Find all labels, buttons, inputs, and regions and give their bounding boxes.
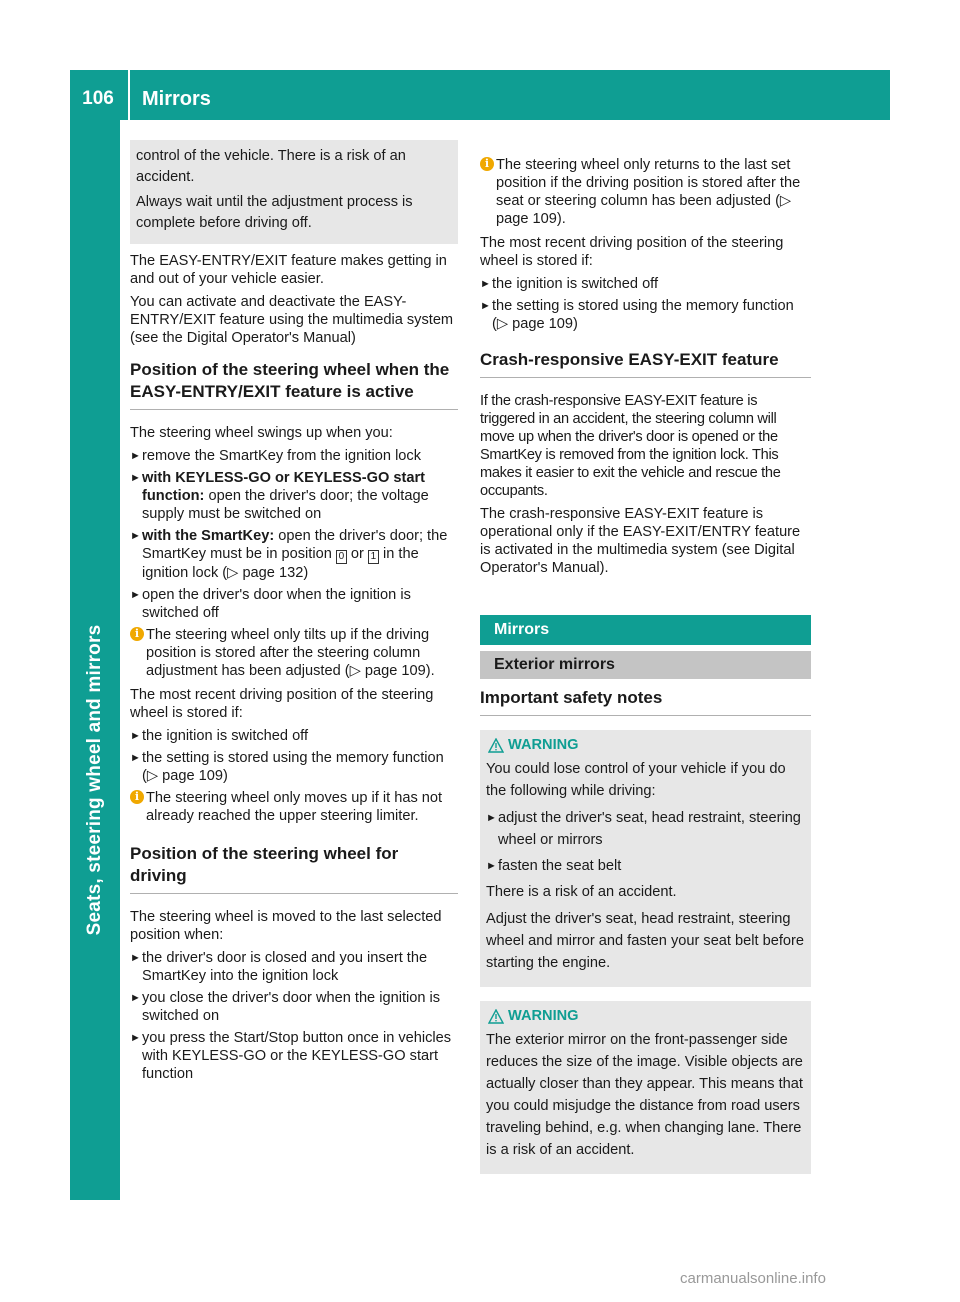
list-item: ► the driver's door is closed and you insert the SmartKey into the ignition lock — [130, 950, 428, 984]
list-item: ► with the SmartKey: open the driver's door; the SmartKey must be in position 0 or 1 in the ignition lock (▷ page 132) — [130, 528, 448, 581]
bullet-list — [130, 447, 458, 622]
info-icon: i — [130, 790, 144, 804]
box-text: Always wait until the adjustment process is complete before driving off. — [136, 194, 413, 231]
section-bar-mirrors: Mirrors — [480, 615, 811, 645]
paragraph: The crash-responsive EASY-EXIT feature is operational only if the EASY-EXIT/ENTRY feature is activated in the multimedia system (see Digital Operator's Manual). — [480, 506, 801, 576]
right-column — [480, 150, 811, 1188]
bullet-list — [130, 949, 458, 1083]
list-item: ► adjust the driver's seat, head restraint, steering wheel or mirrors — [486, 807, 805, 851]
warning-triangle-icon — [488, 738, 504, 758]
warning-continuation-box — [130, 140, 458, 244]
paragraph: The steering wheel is moved to the last selected position when: — [130, 909, 442, 943]
bullet-icon: ► — [130, 472, 141, 484]
paragraph: You can activate and deactivate the EASY-ENTRY/EXIT feature using the multimedia system (see the Digital Operator's Manual) — [130, 294, 454, 346]
paragraph: The steering wheel swings up when you: — [130, 425, 393, 441]
header-divider — [128, 70, 130, 120]
warning-text: The exterior mirror on the front-passenger side reduces the size of the image. Visible objects are actually closer than they appear. This means that you could misjudge the distance from road users traveling behind, e.g. when changing lane. There is a risk of an accident. — [486, 1032, 803, 1158]
bullet-icon: ► — [130, 752, 141, 764]
box-text: control of the vehicle. There is a risk of an accident. — [136, 148, 406, 185]
info-note: i The steering wheel only moves up if it has not already reached the upper steering limiter. — [130, 789, 458, 825]
bullet-icon: ► — [130, 450, 141, 462]
warning-triangle-icon — [488, 1009, 504, 1029]
subsection-bar-exterior: Exterior mirrors — [480, 651, 811, 679]
warning-heading: WARNING — [486, 736, 805, 754]
heading-crash: Crash-responsive EASY-EXIT feature — [480, 349, 811, 378]
warning-box — [480, 1001, 811, 1174]
list-item: ► the ignition is switched off — [130, 728, 309, 744]
bullet-icon: ► — [480, 278, 491, 290]
watermark-link[interactable]: carmanualsonline.info — [680, 1270, 826, 1287]
info-icon: i — [130, 627, 144, 641]
bullet-list — [480, 275, 811, 333]
bullet-icon: ► — [130, 589, 141, 601]
list-item: ► with KEYLESS-GO or KEYLESS-GO start function: open the driver's door; the voltage supply must be switched on — [130, 470, 429, 522]
key-position-0-icon: 0 — [336, 550, 347, 564]
info-note: i The steering wheel only tilts up if the driving position is stored after the steering column adjustment has been adjusted (▷ page 109). — [130, 626, 458, 680]
bullet-icon: ► — [130, 992, 141, 1004]
bullet-list — [130, 727, 458, 785]
heading-safety: Important safety notes — [480, 687, 811, 716]
paragraph: The most recent driving position of the steering wheel is stored if: — [130, 687, 434, 721]
list-item: ► the ignition is switched off — [480, 276, 659, 292]
warning-text: Adjust the driver's seat, head restraint, steering wheel and mirror and fasten your seat belt before starting the engine. — [486, 911, 804, 971]
heading-driving: Position of the steering wheel for driving — [130, 843, 458, 894]
list-item: ► fasten the seat belt — [486, 855, 805, 877]
left-column — [130, 150, 458, 1087]
key-position-1-icon: 1 — [368, 550, 379, 564]
chapter-sidebar — [70, 120, 120, 1200]
info-note: i The steering wheel only returns to the last set position if the driving position is stored after the seat or steering column has been adjusted (▷ page 109). — [480, 156, 811, 228]
list-item: ► you close the driver's door when the ignition is switched on — [130, 990, 441, 1024]
info-icon: i — [480, 157, 494, 171]
list-item: ► open the driver's door when the ignition is switched off — [130, 587, 411, 621]
page-header — [70, 70, 890, 120]
list-item: ► the setting is stored using the memory function (▷ page 109) — [480, 298, 794, 332]
page-number: 106 — [82, 88, 114, 109]
warning-heading: WARNING — [486, 1007, 805, 1025]
bullet-icon: ► — [480, 300, 491, 312]
bullet-icon: ► — [130, 730, 141, 742]
paragraph: The most recent driving position of the steering wheel is stored if: — [480, 235, 784, 269]
heading-active: Position of the steering wheel when the EASY-ENTRY/EXIT feature is active — [130, 359, 458, 410]
warning-text: You could lose control of your vehicle if you do the following while driving: — [486, 761, 786, 799]
paragraph: The EASY-ENTRY/EXIT feature makes getting in and out of your vehicle easier. — [130, 253, 447, 287]
bullet-icon: ► — [486, 860, 497, 872]
warning-box — [480, 730, 811, 987]
section-title: Mirrors — [142, 88, 211, 110]
list-item: ► you press the Start/Stop button once in vehicles with KEYLESS-GO or the KEYLESS-GO start function — [130, 1030, 452, 1082]
list-item: ► the setting is stored using the memory function (▷ page 109) — [130, 750, 444, 784]
chapter-label: Seats, steering wheel and mirrors — [84, 624, 105, 936]
list-item: ► remove the SmartKey from the ignition lock — [130, 448, 422, 464]
bullet-icon: ► — [486, 812, 497, 824]
bullet-icon: ► — [130, 530, 141, 542]
bullet-icon: ► — [130, 952, 141, 964]
paragraph: If the crash-responsive EASY-EXIT feature is triggered in an accident, the steering column will move up when the driver's door is opened or the SmartKey is removed from the ignition lock. This makes it easier to exit the vehicle and rescue the occupants. — [480, 393, 781, 499]
warning-text: There is a risk of an accident. — [486, 884, 677, 900]
bullet-list — [486, 807, 805, 877]
bullet-icon: ► — [130, 1032, 141, 1044]
